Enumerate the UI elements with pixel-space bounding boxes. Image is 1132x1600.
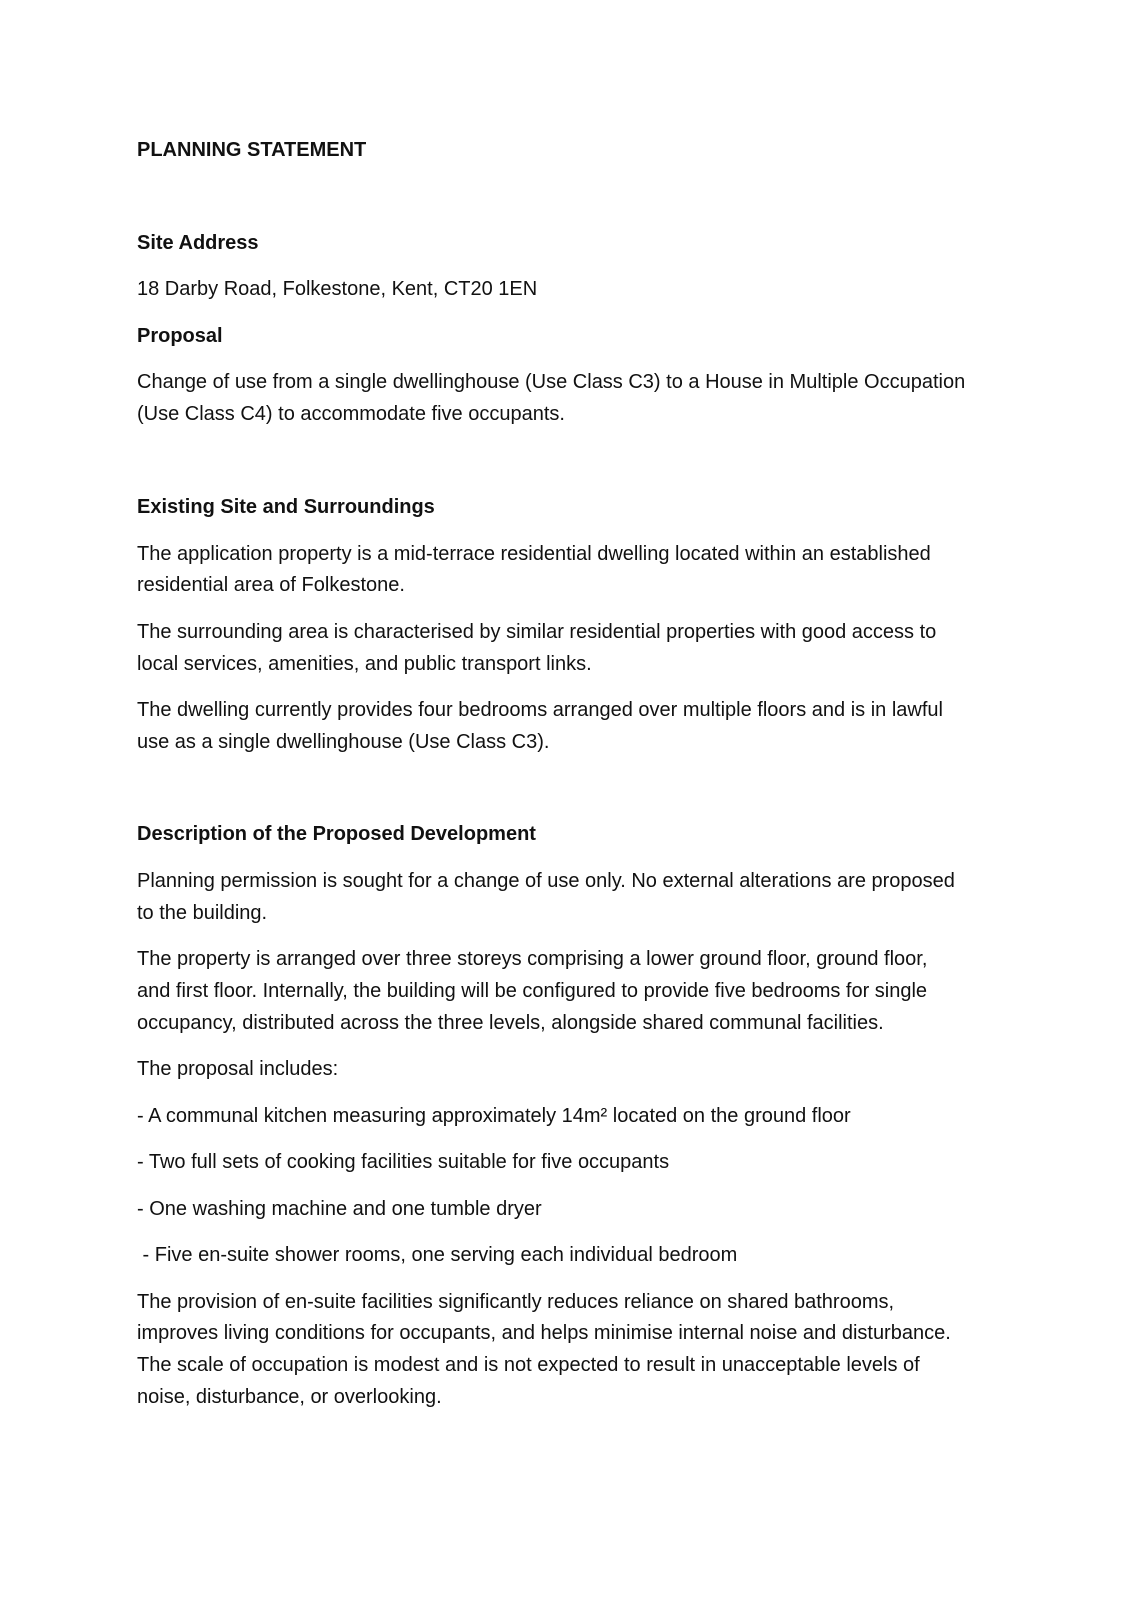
existing-site-para1-line-2: residential area of Folkestone. [137, 574, 405, 596]
list-item: - One washing machine and one tumble dryer [137, 1198, 542, 1220]
site-address-heading: Site Address [137, 232, 259, 254]
proposal-line-1: Change of use from a single dwellinghouse (Use Class C3) to a House in Multiple Occupation [137, 371, 966, 393]
existing-site-para3-line-1: The dwelling currently provides four bedrooms arranged over multiple floors and is in lawful [137, 699, 943, 721]
description-para2-line-3: occupancy, distributed across the three levels, alongside shared communal facilities. [137, 1012, 884, 1034]
description-para1-line-2: to the building. [137, 902, 268, 924]
list-item: - Two full sets of cooking facilities suitable for five occupants [137, 1151, 670, 1173]
closing-line-1: The provision of en-suite facilities significantly reduces reliance on shared bathrooms, [137, 1291, 895, 1313]
list-item: - Five en-suite shower rooms, one serving each individual bedroom [137, 1244, 738, 1266]
closing-line-2: improves living conditions for occupants, and helps minimise internal noise and disturbance. [137, 1322, 951, 1344]
existing-site-para2-line-1: The surrounding area is characterised by similar residential properties with good access to [137, 621, 937, 643]
proposal-includes-intro: The proposal includes: [137, 1058, 339, 1080]
proposal-line-2: (Use Class C4) to accommodate five occupants. [137, 403, 565, 425]
existing-site-para1-line-1: The application property is a mid-terrace residential dwelling located within an established [137, 543, 931, 565]
description-para2-line-2: and first floor. Internally, the building will be configured to provide five bedrooms for single [137, 980, 928, 1002]
closing-line-4: noise, disturbance, or overlooking. [137, 1386, 442, 1408]
existing-site-para3-line-2: use as a single dwellinghouse (Use Class C3). [137, 731, 550, 753]
existing-site-para2-line-2: local services, amenities, and public transport links. [137, 653, 592, 675]
proposal-heading: Proposal [137, 325, 223, 347]
site-address-value: 18 Darby Road, Folkestone, Kent, CT20 1EN [137, 278, 538, 300]
description-heading: Description of the Proposed Development [137, 823, 536, 845]
closing-line-3: The scale of occupation is modest and is not expected to result in unacceptable levels of [137, 1354, 920, 1376]
list-item: - A communal kitchen measuring approximately 14m² located on the ground floor [137, 1105, 851, 1127]
existing-site-heading: Existing Site and Surroundings [137, 496, 435, 518]
document-title: PLANNING STATEMENT [137, 139, 367, 161]
description-para1-line-1: Planning permission is sought for a change of use only. No external alterations are proposed [137, 870, 955, 892]
description-para2-line-1: The property is arranged over three storeys comprising a lower ground floor, ground floor, [137, 948, 928, 970]
